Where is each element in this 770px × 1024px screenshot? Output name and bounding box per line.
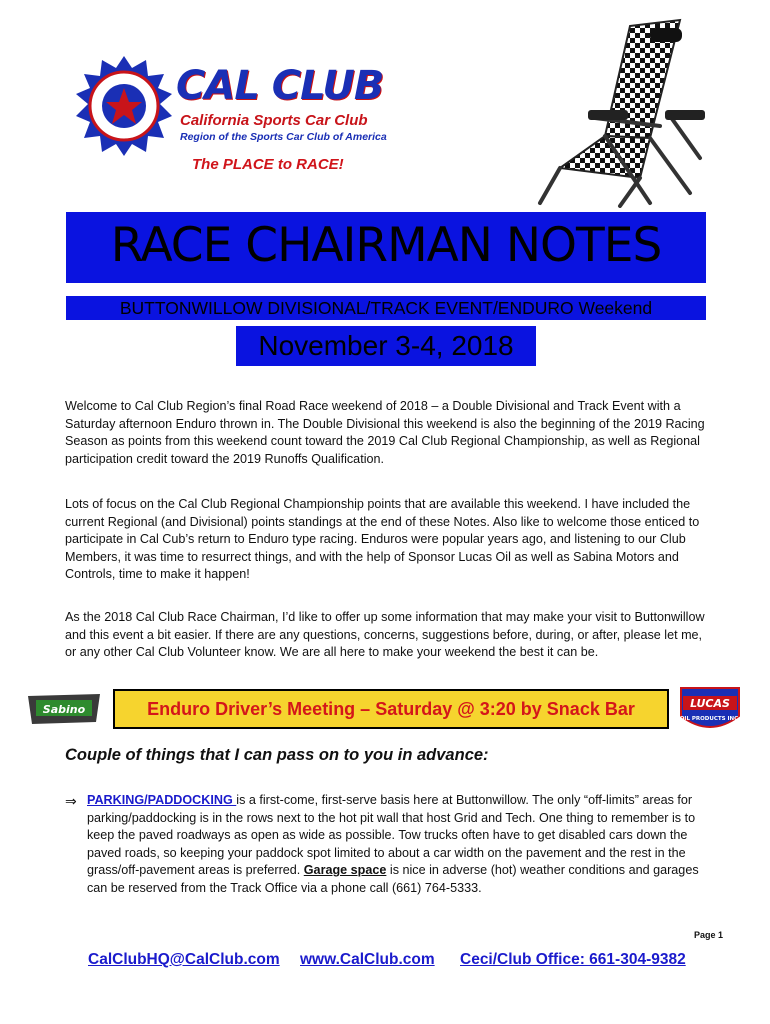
logo-subtitle: California Sports Car Club (180, 112, 368, 129)
parking-paddocking-link[interactable]: PARKING/PADDOCKING (87, 793, 237, 807)
race-chairman-paragraph: As the 2018 Cal Club Race Chairman, I’d like to offer up some information that may make your visit to Buttonwillow and this event a bit easier. If there are any questions, concerns, suggestions before, during, or after, please let me, or any other Cal Club Volunteer know. We are all here to make your weekend the best it can be. (65, 610, 705, 660)
lucas-oil-logo-icon (675, 680, 745, 736)
bullet-arrow-icon: ⇒ (65, 793, 77, 809)
footer-office-phone[interactable]: Ceci/Club Office: 661-304-9382 (460, 951, 686, 968)
logo-tagline: The PLACE to RACE! (192, 156, 344, 173)
parking-bullet (87, 792, 717, 898)
garage-space-label: Garage space (303, 863, 387, 878)
logo-title: CAL CLUB (176, 63, 384, 109)
section-heading: Couple of things that I can pass on to you in advance: (65, 746, 489, 764)
event-date: November 3-4, 2018 (258, 330, 514, 361)
footer-email-link[interactable]: CalClubHQ@CalClub.com (88, 951, 280, 968)
svg-text:Sabino: Sabino (42, 703, 86, 716)
scca-seal-icon (72, 54, 176, 158)
welcome-paragraph: Welcome to Cal Club Region’s final Road Race weekend of 2018 – a Double Divisional and Track Event with a Saturday afternoon Enduro thrown in. The Double Divisional this weekend is also the beginning of the 2019 Racing Season as points from this weekend count toward the 2019 Cal Club Regional Championship, as well as Regional participation credit toward the 2019 Runoffs Qualification. (65, 399, 705, 466)
footer-website-link[interactable]: www.CalClub.com (300, 951, 435, 968)
checkered-lounge-chair-image (500, 18, 750, 208)
championship-paragraph: Lots of focus on the Cal Club Regional Championship points that are available this weekend. I have included the current Regional (and Divisional) points standings at the end of these Notes. Also like to welcome those enticed to participate in Cal Cub’s return to Enduro type racing. Enduros were popular years ago, and listening to our Club Members, it was time to resurrect things, and with the help of Sponsor Lucas Oil as well as Sabina Motors and Controls, time to make it happen! (65, 497, 700, 582)
sabino-logo-icon (24, 688, 104, 728)
cal-club-logo (72, 54, 412, 184)
parking-text: is a first-come, first-serve basis here at Buttonwillow. The only “off-limits” areas for parking/paddocking is in the rows next to the hot pit wall that host Grid and Tech. One thing to remember is to keep the paved roadways as open as wide as possible. Tow trucks often have to get disabled cars down the paved roads, so keeping your paddock spot limited to about a car width on the pavement and the rest in the grass/off-pavement areas is preferred. (87, 793, 696, 878)
event-subtitle: BUTTONWILLOW DIVISIONAL/TRACK EVENT/ENDURO Weekend (119, 298, 653, 318)
page-title: RACE CHAIRMAN NOTES (110, 218, 662, 273)
svg-text:OIL PRODUCTS INC.: OIL PRODUCTS INC. (679, 716, 741, 722)
logo-region: Region of the Sports Car Club of America (180, 131, 387, 143)
svg-text:LUCAS: LUCAS (690, 697, 730, 710)
garage-text: is nice in adverse (hot) weather conditions and garages can be reserved from the Track Office via a phone call (661) 764-5333. (87, 863, 699, 895)
enduro-meeting-banner: Enduro Driver’s Meeting – Saturday @ 3:20 by Snack Bar (113, 689, 669, 729)
page-number: Page 1 (694, 930, 724, 940)
